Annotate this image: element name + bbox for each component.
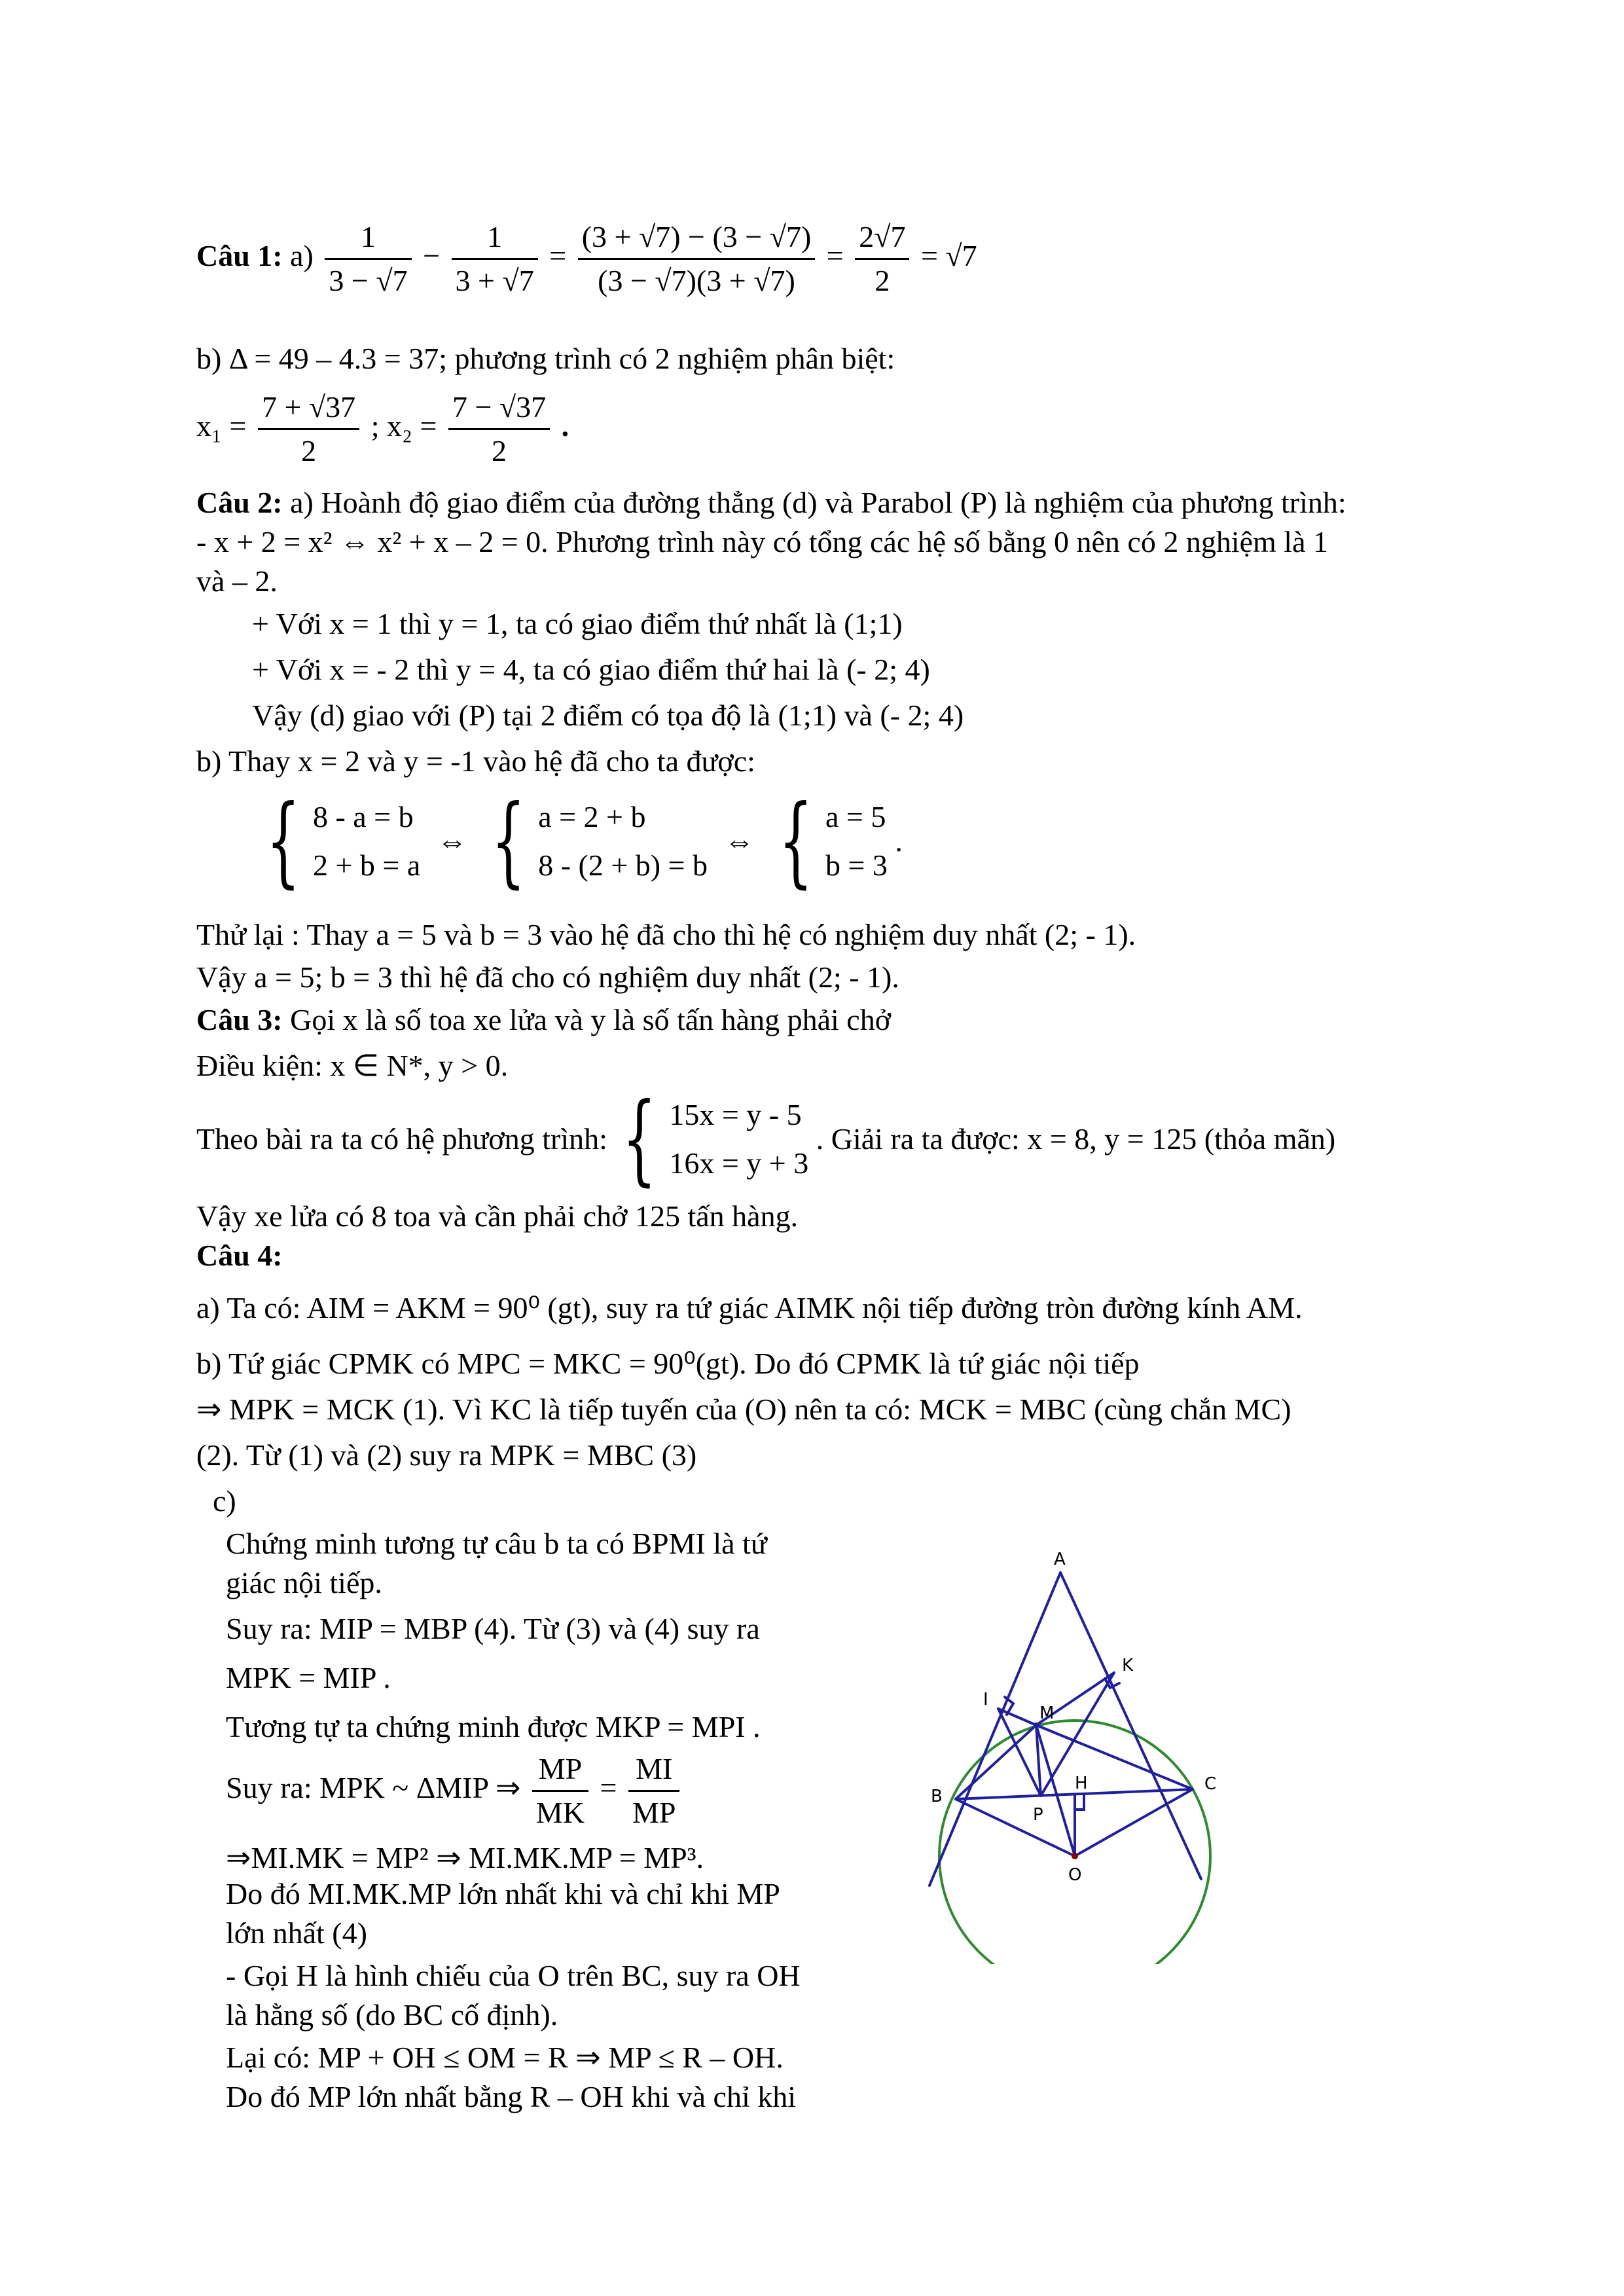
cau3-line-4: Vậy xe lửa có 8 toa và cần phải chở 125 tấn hàng.: [196, 1199, 799, 1233]
cau2-line-5: + Với x = - 2 thì y = 4, ta có giao điểm thứ hai là (- 2; 4): [252, 653, 930, 686]
cau2-line-4: + Với x = 1 thì y = 1, ta có giao điểm thứ nhất là (1;1): [252, 607, 903, 640]
cau1-a-prefix: a): [290, 239, 314, 273]
center-dot: [1072, 1853, 1078, 1859]
cau1-x1-frac: $\frac{7 + √37}{2}$: [258, 386, 359, 472]
cau4-label: Câu 4:: [196, 1239, 283, 1272]
label-i: I: [983, 1690, 988, 1709]
cau4-c6-frac-2: $\frac{MI}{MP}$: [628, 1748, 679, 1834]
cau2-line-7: b) Thay x = 2 và y = -1 vào hệ đã cho ta được:: [196, 744, 755, 778]
right-angle-h: [1075, 1794, 1084, 1810]
cau1-label: Câu 1:: [196, 239, 283, 273]
cau1-frac-2: $\frac{1}{3 + √7}$: [452, 216, 538, 302]
cau4-c6-frac-1: $\frac{MP}{MK}$: [532, 1748, 588, 1834]
cau3-system: 15x = y - 5 16x = y + 3: [669, 1098, 809, 1180]
cau1-roots: x₁ = $\frac{7 + √37}{2}$ ; x₂ = $\frac{7 - √37}{2}$ .: [196, 386, 569, 472]
cau4-b-3: (2). Từ (1) và (2) suy ra MPK = MBC (3): [196, 1438, 697, 1472]
cau1-line-b: b) Δ = 49 – 4.3 = 37; phương trình có 2 nghiệm phân biệt:: [196, 342, 895, 375]
cau2-label: Câu 2:: [196, 486, 283, 519]
cau1-frac-4: $\frac{2√7}{2}$: [855, 216, 909, 302]
segment-mo: [1036, 1725, 1075, 1856]
cau1-x2-frac: $\frac{7 - √37}{2}$: [448, 386, 550, 472]
cau4-c-7: ⇒MI.MK = MP² ⇒ MI.MK.MP = MP³.: [226, 1841, 704, 1874]
cau2-system-3: a = 5 b = 3: [825, 800, 888, 882]
cau2-line-1: Câu 2: a) Hoành độ giao điểm của đường thẳng (d) và Parabol (P) là nghiệm của phương trình:: [196, 486, 1346, 519]
cau4-c-13: Do đó MP lớn nhất bằng R – OH khi và chỉ khi: [226, 2080, 797, 2113]
cau4-c-2: giác nội tiếp.: [226, 1566, 382, 1599]
cau2-line-8: Thử lại : Thay a = 5 và b = 3 vào hệ đã cho thì hệ có nghiệm duy nhất (2; - 1).: [196, 918, 1136, 951]
m-dot: [1034, 1722, 1039, 1728]
label-c: C: [1204, 1774, 1217, 1794]
label-p: P: [1033, 1805, 1043, 1825]
cau4-c-9: lớn nhất (4): [226, 1916, 367, 1950]
cau2-line-9: Vậy a = 5; b = 3 thì hệ đã cho có nghiệm duy nhất (2; - 1).: [196, 960, 899, 994]
cau3-label: Câu 3:: [196, 1003, 283, 1036]
cau2-system-2: a = 2 + b 8 - (2 + b) = b: [538, 800, 708, 882]
cau4-c-4: MPK = MIP .: [226, 1661, 391, 1694]
label-o: O: [1068, 1865, 1082, 1885]
cau4-c-8: Do đó MI.MK.MP lớn nhất khi và chỉ khi MP: [226, 1877, 780, 1910]
cau2-systems: { 8 - a = b 2 + b = a ⇔ { a = 2 + b 8 - (2 + b) = b ⇔ { a = 5 b = 3 .: [266, 784, 903, 898]
cau4-c-3: Suy ra: MIP = MBP (4). Từ (3) và (4) suy ra: [226, 1612, 760, 1645]
cau4-b-2: ⇒ MPK = MCK (1). Vì KC là tiếp tuyến của (O) nên ta có: MCK = MBC (cùng chắn MC): [196, 1393, 1291, 1426]
cau1-line-a: Câu 1: a) $\frac{1}{3 - √7}$ − $\frac{1}{3 + √7}$ = $\frac{(3 + √7) - (3 - √7)}{(3 - √7)(3 + √7)}$ = $\frac{2√7}{2}$ = √7: [196, 216, 977, 302]
label-b: B: [931, 1787, 943, 1806]
cau4-c-11: là hằng số (do BC cố định).: [226, 1998, 558, 2032]
segment-ip: [998, 1709, 1041, 1796]
label-m: M: [1039, 1704, 1055, 1723]
label-k: K: [1122, 1656, 1134, 1675]
cau1-frac-3: $\frac{(3 + √7) - (3 - √7)}{(3 - √7)(3 + √7)}$: [578, 216, 816, 302]
cau2-line-2: - x + 2 = x² ⇔ x² + x – 2 = 0. Phương trình này có tổng các hệ số bằng 0 nên có 2 nghiệm là 1: [196, 525, 1328, 558]
cau2-line-6: Vậy (d) giao với (P) tại 2 điểm có tọa độ là (1;1) và (- 2; 4): [252, 699, 964, 732]
segment-bo: [956, 1799, 1075, 1856]
cau3-line-3: Theo bài ra ta có hệ phương trình: { 15x = y - 5 16x = y + 3 . Giải ra ta được: x = 8, y = 125 (thỏa mãn): [196, 1082, 1336, 1196]
label-a: A: [1054, 1550, 1066, 1569]
cau1-frac-1: $\frac{1}{3 - √7}$: [325, 216, 411, 302]
cau4-c-10: - Gọi H là hình chiếu của O trên BC, suy ra OH: [226, 1959, 801, 1992]
geometry-figure: [903, 1532, 1257, 1964]
cau2-system-1: 8 - a = b 2 + b = a: [312, 800, 421, 882]
cau3-line-2: Điều kiện: x ∈ N*, y > 0.: [196, 1049, 509, 1082]
cau4-a: a) Ta có: AIM = AKM = 90⁰ (gt), suy ra tứ giác AIMK nội tiếp đường tròn đường kính AM.: [196, 1291, 1303, 1324]
cau3-line-1: Câu 3: Gọi x là số toa xe lửa và y là số tấn hàng phải chở: [196, 1003, 892, 1036]
cau4-c-5: Tương tự ta chứng minh được MKP = MPI .: [226, 1710, 761, 1743]
cau2-line-3: và – 2.: [196, 564, 278, 598]
cau4-c-1: Chứng minh tương tự câu b ta có BPMI là tứ: [226, 1527, 767, 1560]
label-h: H: [1075, 1774, 1088, 1793]
cau4-b-1: b) Tứ giác CPMK có MPC = MKC = 90⁰(gt). Do đó CPMK là tứ giác nội tiếp: [196, 1347, 1140, 1380]
cau4-c-12: Lại có: MP + OH ≤ OM = R ⇒ MP ≤ R – OH.: [226, 2041, 784, 2074]
cau4-c-label: c): [213, 1484, 236, 1518]
cau4-c-6: Suy ra: MPK ~ ΔMIP ⇒ $\frac{MP}{MK}$ = $\frac{MI}{MP}$: [226, 1748, 683, 1834]
